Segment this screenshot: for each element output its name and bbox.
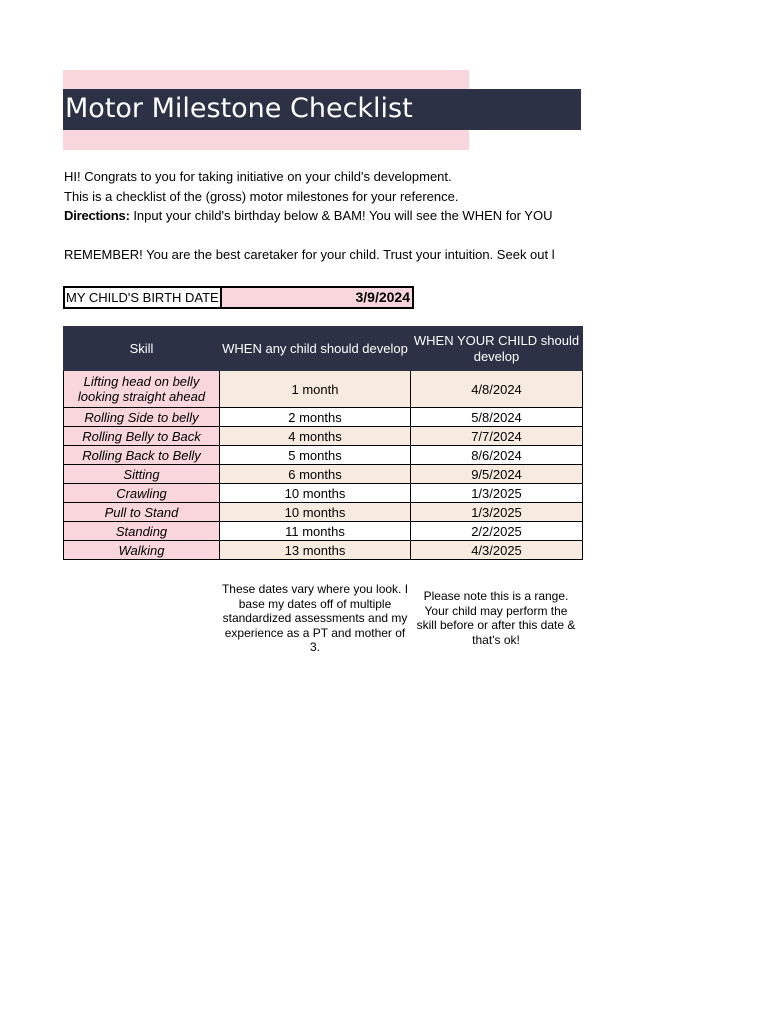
note-dates-vary: These dates vary where you look. I base my dates off of multiple standardized assessments and my experience as a PT and mother of 3. [221, 582, 409, 654]
table-row [64, 503, 583, 522]
table-row [64, 465, 583, 484]
table-row [64, 446, 583, 465]
birth-date-row [63, 286, 414, 309]
intro-line-2: This is a checklist of the (gross) motor milestones for your reference. [64, 189, 459, 204]
birth-date-input[interactable]: 3/9/2024 [222, 288, 412, 307]
skill-cell: Walking [64, 541, 220, 560]
date-cell: 7/7/2024 [411, 427, 583, 446]
date-cell: 1/3/2025 [411, 484, 583, 503]
table-row [64, 408, 583, 427]
skill-cell: Rolling Side to belly [64, 408, 220, 427]
age-cell: 1 month [220, 371, 411, 408]
date-cell: 2/2/2025 [411, 522, 583, 541]
table-row [64, 522, 583, 541]
birth-date-label: MY CHILD'S BIRTH DATE: [66, 290, 223, 305]
intro-line-1: HI! Congrats to you for taking initiative on your child's development. [64, 169, 452, 184]
date-cell: 4/8/2024 [411, 371, 583, 408]
date-cell: 8/6/2024 [411, 446, 583, 465]
table-row [64, 371, 583, 408]
skill-cell: Crawling [64, 484, 220, 503]
date-cell: 9/5/2024 [411, 465, 583, 484]
age-cell: 4 months [220, 427, 411, 446]
title-bar [63, 89, 581, 130]
directions-text: Input your child's birthday below & BAM! You will see the WHEN for YOU [129, 208, 553, 223]
table-row [64, 541, 583, 560]
age-cell: 5 months [220, 446, 411, 465]
date-cell: 5/8/2024 [411, 408, 583, 427]
header-skill: Skill [64, 327, 220, 371]
milestone-table [63, 326, 583, 560]
header-when-your-child: WHEN YOUR CHILD should develop [411, 327, 583, 371]
skill-cell: Standing [64, 522, 220, 541]
age-cell: 13 months [220, 541, 411, 560]
skill-cell: Pull to Stand [64, 503, 220, 522]
skill-cell: Lifting head on belly looking straight ahead [64, 371, 220, 408]
note-range: Please note this is a range. Your child may perform the skill before or after this date & that's ok! [416, 589, 576, 647]
skill-cell: Sitting [64, 465, 220, 484]
age-cell: 6 months [220, 465, 411, 484]
directions-label: Directions: [64, 208, 130, 223]
table-header-row [64, 327, 583, 371]
date-cell: 1/3/2025 [411, 503, 583, 522]
page-title: Motor Milestone Checklist [65, 93, 413, 124]
table-row [64, 427, 583, 446]
age-cell: 10 months [220, 503, 411, 522]
remember-line: REMEMBER! You are the best caretaker for your child. Trust your intuition. Seek out l [64, 247, 555, 262]
table-row [64, 484, 583, 503]
age-cell: 2 months [220, 408, 411, 427]
skill-cell: Rolling Belly to Back [64, 427, 220, 446]
directions-line [64, 207, 584, 225]
date-cell: 4/3/2025 [411, 541, 583, 560]
age-cell: 11 months [220, 522, 411, 541]
age-cell: 10 months [220, 484, 411, 503]
header-when-any-child: WHEN any child should develop [220, 327, 411, 371]
skill-cell: Rolling Back to Belly [64, 446, 220, 465]
